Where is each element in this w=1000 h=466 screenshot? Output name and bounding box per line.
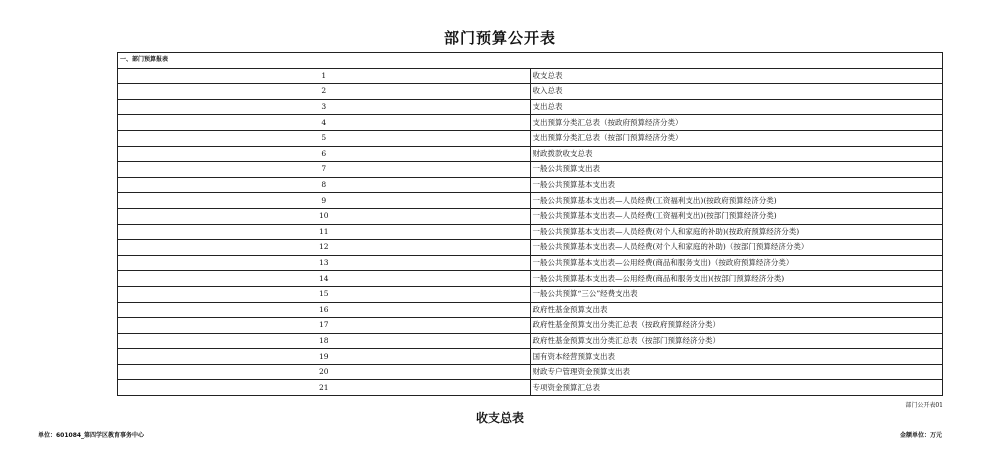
- row-number: 17: [118, 318, 531, 334]
- row-number: 18: [118, 333, 531, 349]
- page-title: 部门预算公开表: [443, 29, 556, 47]
- row-number: 19: [118, 349, 531, 365]
- table-row: [118, 99, 943, 115]
- row-number: 21: [118, 380, 531, 396]
- row-number: 13: [118, 255, 531, 271]
- report-name: 政府性基金预算支出表: [530, 302, 943, 318]
- table-row: [118, 208, 943, 224]
- row-number: 16: [118, 302, 531, 318]
- report-index-table: [117, 52, 943, 396]
- report-name: 一般公共预算基本支出表: [530, 177, 943, 193]
- table-row: [118, 380, 943, 396]
- row-number: 10: [118, 208, 531, 224]
- row-number: 5: [118, 130, 531, 146]
- row-number: 1: [118, 68, 531, 84]
- table-row: [118, 286, 943, 302]
- row-number: 7: [118, 162, 531, 178]
- section-header-row: [118, 53, 943, 69]
- report-name: 支出预算分类汇总表（按部门预算经济分类）: [530, 130, 943, 146]
- row-number: 12: [118, 240, 531, 256]
- table-row: [118, 240, 943, 256]
- row-number: 15: [118, 286, 531, 302]
- table-row: [118, 255, 943, 271]
- report-name: 一般公共预算“三公”经费支出表: [530, 286, 943, 302]
- report-name: 政府性基金预算支出分类汇总表（按部门预算经济分类）: [530, 333, 943, 349]
- report-name: 财政专户管理资金预算支出表: [530, 364, 943, 380]
- table-row: [118, 130, 943, 146]
- unit-label: 单位：601084_第四学区教育事务中心: [38, 432, 145, 439]
- amount-unit-label: 金额单位：万元: [899, 432, 942, 439]
- table-row: [118, 115, 943, 131]
- report-name: 专项资金预算汇总表: [530, 380, 943, 396]
- row-number: 20: [118, 364, 531, 380]
- row-number: 6: [118, 146, 531, 162]
- report-name: 收支总表: [530, 68, 943, 84]
- table-row: [118, 68, 943, 84]
- table-row: [118, 271, 943, 287]
- section-header: 一、部门预算报表: [118, 53, 943, 69]
- report-name: 一般公共预算基本支出表—人员经费(对个人和家庭的补助)(按政府预算经济分类): [530, 224, 943, 240]
- report-name: 一般公共预算基本支出表—人员经费(工资福利支出)(按政府预算经济分类): [530, 193, 943, 209]
- report-name: 一般公共预算支出表: [530, 162, 943, 178]
- table-row: [118, 349, 943, 365]
- table-row: [118, 302, 943, 318]
- table-row: [118, 146, 943, 162]
- row-number: 14: [118, 271, 531, 287]
- table-row: [118, 224, 943, 240]
- table-row: [118, 193, 943, 209]
- row-number: 11: [118, 224, 531, 240]
- report-name: 支出预算分类汇总表（按政府预算经济分类）: [530, 115, 943, 131]
- row-number: 4: [118, 115, 531, 131]
- report-name: 收入总表: [530, 84, 943, 100]
- table-row: [118, 333, 943, 349]
- page-code: 部门公开表01: [905, 402, 943, 409]
- report-name: 一般公共预算基本支出表—公用经费(商品和服务支出)（按政府预算经济分类）: [530, 255, 943, 271]
- row-number: 9: [118, 193, 531, 209]
- report-name: 支出总表: [530, 99, 943, 115]
- report-name: 一般公共预算基本支出表—公用经费(商品和服务支出)(按部门预算经济分类): [530, 271, 943, 287]
- row-number: 2: [118, 84, 531, 100]
- row-number: 3: [118, 99, 531, 115]
- table-row: [118, 177, 943, 193]
- report-name: 财政拨款收支总表: [530, 146, 943, 162]
- table-row: [118, 364, 943, 380]
- report-name: 国有资本经营预算支出表: [530, 349, 943, 365]
- table-row: [118, 318, 943, 334]
- report-name: 一般公共预算基本支出表—人员经费(对个人和家庭的补助)（按部门预算经济分类）: [530, 240, 943, 256]
- report-name: 一般公共预算基本支出表—人员经费(工资福利支出)(按部门预算经济分类): [530, 208, 943, 224]
- report-name: 政府性基金预算支出分类汇总表（按政府预算经济分类）: [530, 318, 943, 334]
- row-number: 8: [118, 177, 531, 193]
- table-row: [118, 162, 943, 178]
- table-row: [118, 84, 943, 100]
- report-subtitle: 收支总表: [475, 411, 524, 425]
